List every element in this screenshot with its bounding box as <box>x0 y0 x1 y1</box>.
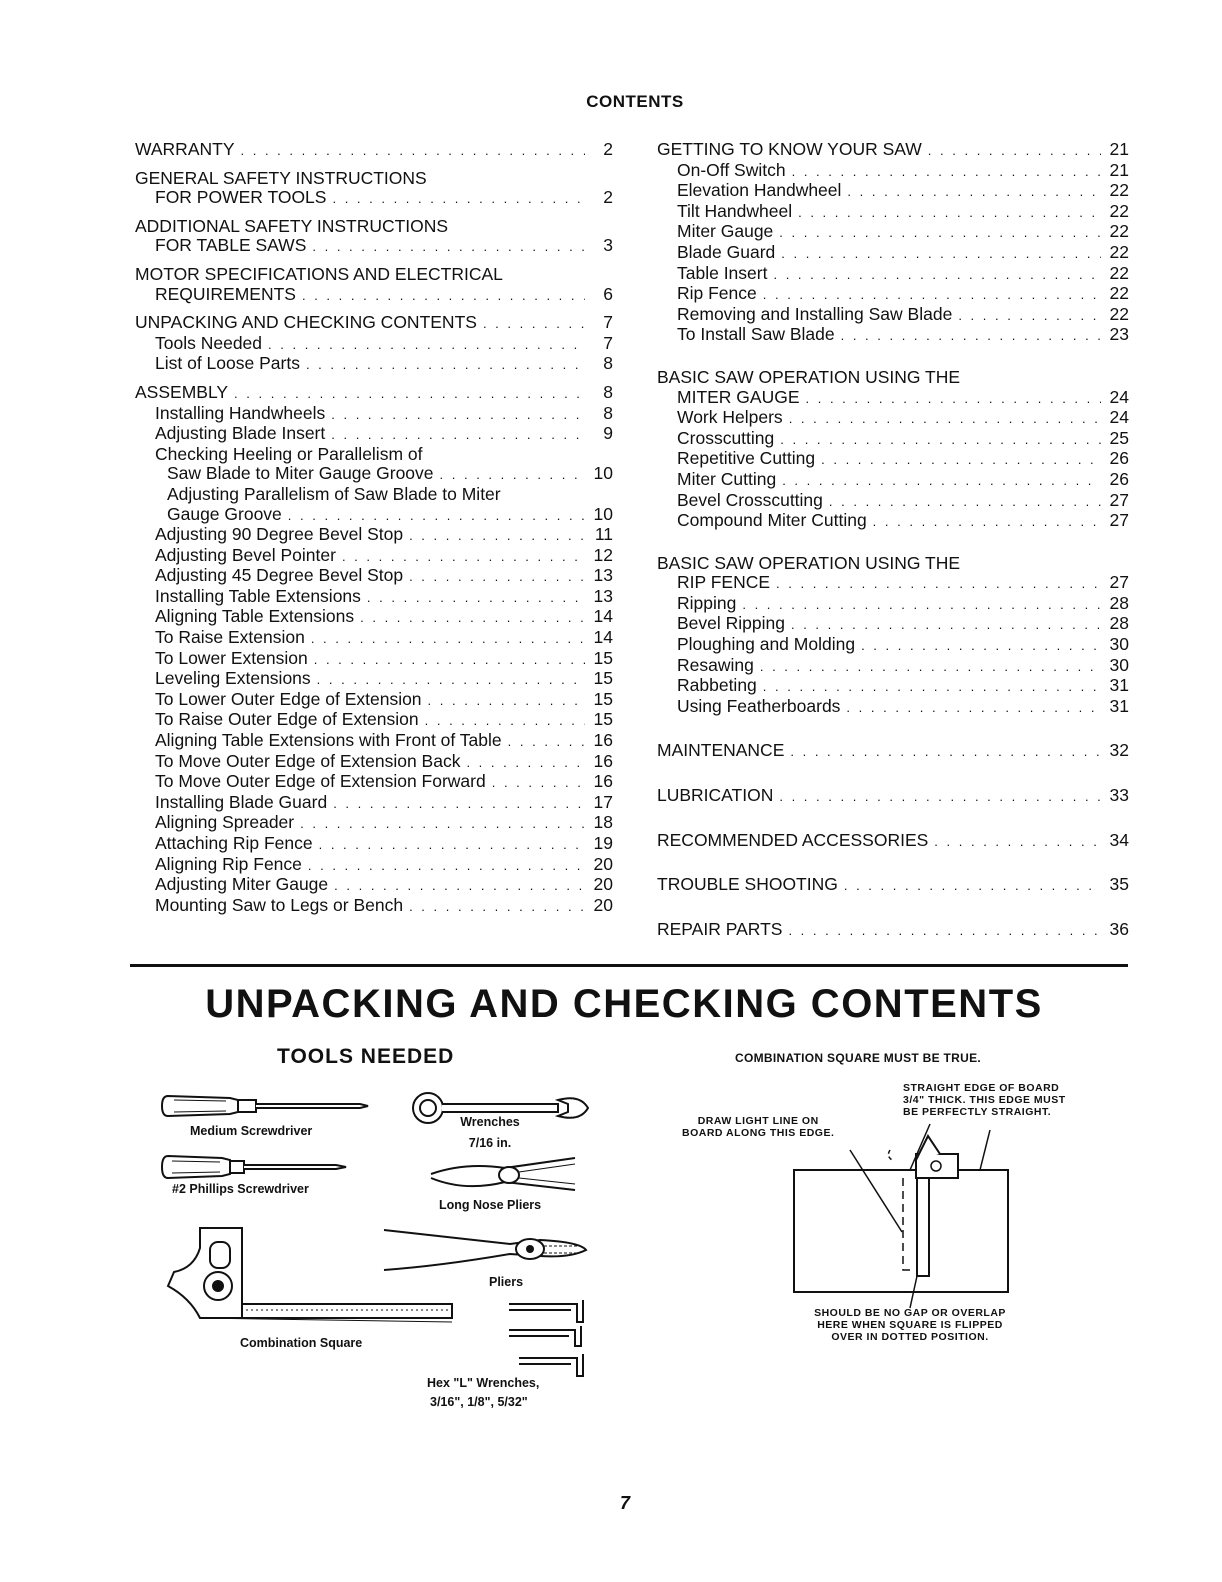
toc-entry[interactable]: On-Off Switch . . . 21 <box>657 161 1129 182</box>
toc-entry[interactable]: FOR TABLE SAWS . . . 3 <box>135 236 613 257</box>
toc-entry[interactable]: Installing Table Extensions . . . 13 <box>135 587 613 608</box>
square-check-diagram <box>790 1120 1020 1310</box>
toc-entry[interactable]: Miter Cutting . . . 26 <box>657 470 1129 491</box>
toc-entry[interactable]: Bevel Ripping . . . 28 <box>657 614 1129 635</box>
section-divider <box>130 964 1128 967</box>
toc-entry[interactable]: Resawing . . . 30 <box>657 656 1129 677</box>
toc-entry[interactable]: To Move Outer Edge of Extension Forward . . . 16 <box>135 772 613 793</box>
toc-entry[interactable]: Adjusting 90 Degree Bevel Stop . . . 11 <box>135 525 613 546</box>
gap-overlap-note: SHOULD BE NO GAP OR OVERLAP HERE WHEN SQUARE IS FLIPPED OVER IN DOTTED POSITION. <box>814 1307 1006 1343</box>
toc-entry-heading: ADDITIONAL SAFETY INSTRUCTIONS <box>135 215 449 236</box>
toc-entry[interactable]: Ripping . . . 28 <box>657 594 1129 615</box>
pliers-label: Pliers <box>489 1275 524 1289</box>
toc-entry[interactable]: Aligning Spreader . . . 18 <box>135 813 613 834</box>
toc-entry[interactable]: Adjusting Miter Gauge . . . 20 <box>135 875 613 896</box>
toc-entry[interactable]: MAINTENANCE . . . 32 <box>657 741 1129 762</box>
toc-entry[interactable]: Tools Needed . . . 7 <box>135 334 613 355</box>
toc-entry[interactable]: Removing and Installing Saw Blade . . . 22 <box>657 305 1129 326</box>
toc-entry[interactable]: FOR POWER TOOLS . . . 2 <box>135 188 613 209</box>
toc-entry[interactable]: To Move Outer Edge of Extension Back . . . 16 <box>135 752 613 773</box>
toc-entry[interactable]: Rabbeting . . . 31 <box>657 676 1129 697</box>
hex-wrenches-sizes-label: 3/16", 1/8", 5/32" <box>430 1395 528 1409</box>
toc-entry[interactable]: Using Featherboards . . . 31 <box>657 697 1129 718</box>
toc-entry[interactable]: List of Loose Parts . . . 8 <box>135 354 613 375</box>
long-nose-pliers-icon <box>425 1152 585 1197</box>
toc-entry[interactable]: Bevel Crosscutting . . . 27 <box>657 491 1129 512</box>
toc-entry[interactable]: Blade Guard . . . 22 <box>657 243 1129 264</box>
toc-entry[interactable]: ASSEMBLY . . . 8 <box>135 383 613 404</box>
toc-entry[interactable]: Leveling Extensions . . . 15 <box>135 669 613 690</box>
toc-entry[interactable]: Aligning Table Extensions with Front of Table . . . 16 <box>135 731 613 752</box>
toc-entry[interactable]: Ploughing and Molding . . . 30 <box>657 635 1129 656</box>
toc-entry[interactable]: REQUIREMENTS . . . 6 <box>135 285 613 306</box>
toc-entry[interactable]: Adjusting Blade Insert . . . 9 <box>135 424 613 445</box>
toc-right-column <box>657 140 1129 940</box>
toc-entry[interactable]: Aligning Rip Fence . . . 20 <box>135 855 613 876</box>
toc-entry-heading: GENERAL SAFETY INSTRUCTIONS <box>135 167 427 188</box>
toc-entry-heading: BASIC SAW OPERATION USING THE <box>657 552 961 573</box>
toc-entry[interactable]: Compound Miter Cutting . . . 27 <box>657 511 1129 532</box>
toc-entry[interactable]: Installing Blade Guard . . . 17 <box>135 793 613 814</box>
medium-screwdriver-icon <box>160 1090 380 1122</box>
toc-entry[interactable]: Installing Handwheels . . . 8 <box>135 404 613 425</box>
toc-entry[interactable]: Gauge Groove . . . 10 <box>135 505 613 526</box>
toc-entry-heading: MOTOR SPECIFICATIONS AND ELECTRICAL <box>135 263 503 284</box>
toc-entry[interactable]: Miter Gauge . . . 22 <box>657 222 1129 243</box>
section-title: UNPACKING AND CHECKING CONTENTS <box>205 982 1043 1026</box>
toc-entry[interactable]: UNPACKING AND CHECKING CONTENTS . . . 7 <box>135 313 613 334</box>
straight-edge-note: STRAIGHT EDGE OF BOARD 3/4" THICK. THIS EDGE MUST BE PERFECTLY STRAIGHT. <box>903 1082 1066 1118</box>
toc-entry[interactable]: Elevation Handwheel . . . 22 <box>657 181 1129 202</box>
tools-heading: TOOLS NEEDED <box>277 1045 455 1068</box>
draw-line-note: DRAW LIGHT LINE ON BOARD ALONG THIS EDGE. <box>682 1115 835 1139</box>
toc-entry[interactable]: TROUBLE SHOOTING . . . 35 <box>657 875 1129 896</box>
toc-entry[interactable]: MITER GAUGE . . . 24 <box>657 388 1129 409</box>
toc-entry[interactable]: Saw Blade to Miter Gauge Groove . . . 10 <box>135 464 613 485</box>
toc-entry-heading: BASIC SAW OPERATION USING THE <box>657 366 961 387</box>
toc-entry[interactable]: Rip Fence . . . 22 <box>657 284 1129 305</box>
toc-entry[interactable]: To Raise Extension . . . 14 <box>135 628 613 649</box>
toc-entry[interactable]: Work Helpers . . . 24 <box>657 408 1129 429</box>
wrenches-label: Wrenches <box>460 1115 520 1129</box>
wrenches-size-label: 7/16 in. <box>468 1136 512 1150</box>
combination-square-label: Combination Square <box>240 1336 363 1350</box>
toc-entry[interactable]: Tilt Handwheel . . . 22 <box>657 202 1129 223</box>
square-check-heading: COMBINATION SQUARE MUST BE TRUE. <box>735 1051 982 1065</box>
toc-entry[interactable]: LUBRICATION . . . 33 <box>657 786 1129 807</box>
toc-entry[interactable]: Adjusting Bevel Pointer . . . 12 <box>135 546 613 567</box>
toc-entry-heading: Checking Heeling or Parallelism of <box>155 443 423 464</box>
toc-entry-heading: Adjusting Parallelism of Saw Blade to Miter <box>167 483 501 504</box>
toc-entry[interactable]: REPAIR PARTS . . . 36 <box>657 920 1129 941</box>
hex-wrenches-label: Hex "L" Wrenches, <box>427 1376 540 1390</box>
toc-entry[interactable]: To Lower Extension . . . 15 <box>135 649 613 670</box>
medium-screwdriver-label: Medium Screwdriver <box>190 1124 313 1138</box>
contents-title: CONTENTS <box>586 92 684 111</box>
toc-left-column <box>135 140 613 916</box>
toc-entry[interactable]: Mounting Saw to Legs or Bench . . . 20 <box>135 896 613 917</box>
toc-entry[interactable]: Adjusting 45 Degree Bevel Stop . . . 13 <box>135 566 613 587</box>
phillips-screwdriver-icon <box>160 1152 360 1182</box>
page-number: 7 <box>620 1493 631 1513</box>
hex-wrench-icon <box>505 1300 595 1380</box>
toc-entry[interactable]: Aligning Table Extensions . . . 14 <box>135 607 613 628</box>
toc-entry[interactable]: Table Insert . . . 22 <box>657 264 1129 285</box>
toc-entry[interactable]: WARRANTY . . . 2 <box>135 140 613 161</box>
toc-entry[interactable]: Crosscutting . . . 25 <box>657 429 1129 450</box>
toc-entry[interactable]: RIP FENCE . . . 27 <box>657 573 1129 594</box>
toc-entry[interactable]: GETTING TO KNOW YOUR SAW . . . 21 <box>657 140 1129 161</box>
toc-entry[interactable]: To Lower Outer Edge of Extension . . . 15 <box>135 690 613 711</box>
toc-entry[interactable]: Repetitive Cutting . . . 26 <box>657 449 1129 470</box>
toc-entry[interactable]: To Raise Outer Edge of Extension . . . 15 <box>135 710 613 731</box>
toc-entry[interactable]: To Install Saw Blade . . . 23 <box>657 325 1129 346</box>
phillips-screwdriver-label: #2 Phillips Screwdriver <box>172 1182 309 1196</box>
toc-entry[interactable]: Attaching Rip Fence . . . 19 <box>135 834 613 855</box>
pliers-icon <box>380 1222 590 1277</box>
long-nose-pliers-label: Long Nose Pliers <box>439 1198 542 1212</box>
toc-entry[interactable]: RECOMMENDED ACCESSORIES . . . 34 <box>657 831 1129 852</box>
